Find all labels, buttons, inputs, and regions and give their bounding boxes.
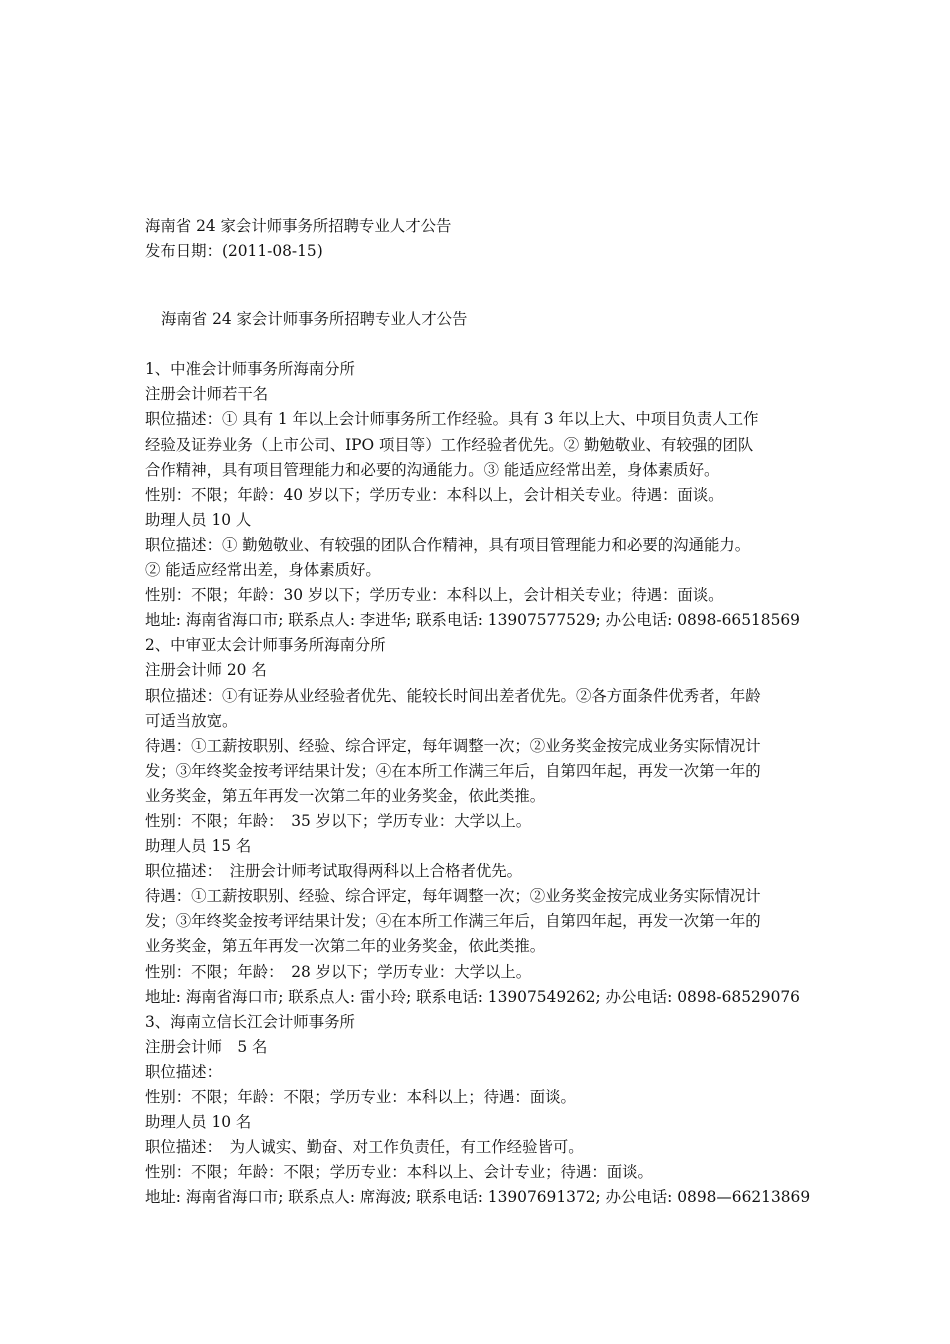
paragraph-line: 职位描述： bbox=[145, 1062, 222, 1081]
position-title: 助理人员 10 人 bbox=[145, 510, 252, 529]
paragraph-line: ② 能适应经常出差，身体素质好。 bbox=[145, 561, 381, 580]
firm-heading: 1、中准会计师事务所海南分所 bbox=[145, 360, 355, 379]
position-title: 注册会计师 5 名 bbox=[145, 1037, 268, 1056]
paragraph-line: 职位描述： 注册会计师考试取得两科以上合格者优先。 bbox=[145, 862, 523, 881]
contact-line: 地址: 海南省海口市; 联系点人: 席海波; 联系电话: 13907691372; 办公电话: 0898—66213869 bbox=[145, 1188, 810, 1207]
position-title: 助理人员 10 名 bbox=[145, 1113, 252, 1132]
paragraph-line: 业务奖金，第五年再发一次第二年的业务奖金，依此类推。 bbox=[145, 937, 546, 956]
requirements-line: 性别：不限；年龄：40 岁以下；学历专业：本科以上，会计相关专业。待遇：面谈。 bbox=[145, 485, 724, 504]
paragraph-line: 经验及证券业务（上市公司、IPO 项目等）工作经验者优先。② 勤勉敬业、有较强的团队 bbox=[145, 435, 754, 454]
paragraph-line: 职位描述：① 勤勉敬业、有较强的团队合作精神，具有项目管理能力和必要的沟通能力。 bbox=[145, 535, 751, 554]
firm-heading: 3、海南立信长江会计师事务所 bbox=[145, 1012, 355, 1031]
contact-line: 地址: 海南省海口市; 联系点人: 雷小玲; 联系电话: 13907549262; 办公电话: 0898-68529076 bbox=[145, 987, 800, 1006]
requirements-line: 性别：不限；年龄：30 岁以下；学历专业：本科以上，会计相关专业；待遇：面谈。 bbox=[145, 586, 724, 605]
requirements-line: 性别：不限；年龄：不限；学历专业：本科以上；待遇：面谈。 bbox=[145, 1088, 576, 1106]
requirements-line: 性别：不限；年龄： 28 岁以下；学历专业：大学以上。 bbox=[145, 962, 532, 981]
paragraph-line: 职位描述： 为人诚实、勤奋、对工作负责任，有工作经验皆可。 bbox=[145, 1138, 584, 1157]
position-title: 注册会计师若干名 bbox=[145, 385, 269, 404]
position-title: 助理人员 15 名 bbox=[145, 837, 252, 856]
document-body bbox=[145, 214, 810, 1210]
paragraph-line: 职位描述：①有证券从业经验者优先、能较长时间出差者优先。②各方面条件优秀者，年龄 bbox=[145, 686, 761, 705]
paragraph-line: 发；③年终奖金按考评结果计发；④在本所工作满三年后，自第四年起，再发一次第一年的 bbox=[145, 761, 761, 780]
paragraph-line: 业务奖金，第五年再发一次第二年的业务奖金，依此类推。 bbox=[145, 786, 546, 805]
paragraph-line: 可适当放宽。 bbox=[145, 711, 238, 730]
firm-heading: 2、中审亚太会计师事务所海南分所 bbox=[145, 636, 386, 655]
paragraph-line: 待遇：①工薪按职别、经验、综合评定，每年调整一次；②业务奖金按完成业务实际情况计 bbox=[145, 736, 761, 755]
publish-date: 发布日期：(2011-08-15) bbox=[145, 242, 323, 261]
paragraph-line: 待遇：①工薪按职别、经验、综合评定，每年调整一次；②业务奖金按完成业务实际情况计 bbox=[145, 887, 761, 906]
requirements-line: 性别：不限；年龄： 35 岁以下；学历专业：大学以上。 bbox=[145, 811, 532, 830]
announcement-heading: 海南省 24 家会计师事务所招聘专业人才公告 bbox=[161, 310, 468, 329]
contact-line: 地址: 海南省海口市; 联系点人: 李进华; 联系电话: 13907577529; 办公电话: 0898-66518569 bbox=[145, 611, 800, 630]
paragraph-line: 发；③年终奖金按考评结果计发；④在本所工作满三年后，自第四年起，再发一次第一年的 bbox=[145, 912, 761, 931]
position-title: 注册会计师 20 名 bbox=[145, 661, 267, 680]
paragraph-line: 合作精神，具有项目管理能力和必要的沟通能力。③ 能适应经常出差，身体素质好。 bbox=[145, 460, 720, 479]
paragraph-line: 职位描述：① 具有 1 年以上会计师事务所工作经验。具有 3 年以上大、中项目负责人工作 bbox=[145, 410, 759, 429]
document-title: 海南省 24 家会计师事务所招聘专业人才公告 bbox=[145, 217, 452, 235]
requirements-line: 性别：不限；年龄：不限；学历专业：本科以上、会计专业；待遇：面谈。 bbox=[145, 1163, 653, 1182]
